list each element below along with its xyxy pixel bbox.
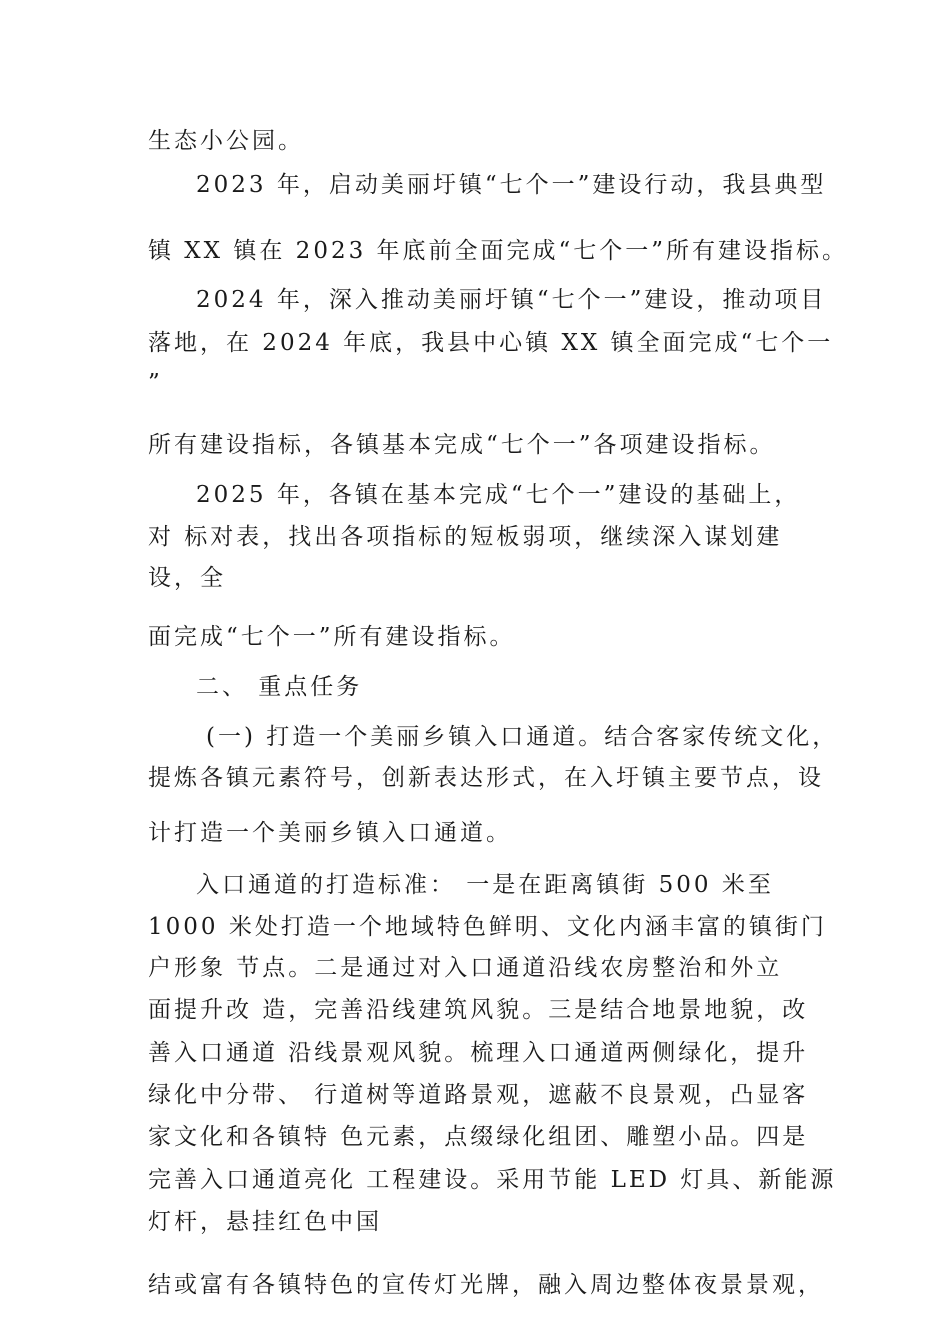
text-line: 生态小公园。	[148, 128, 304, 154]
text-line: (一) 打造一个美丽乡镇入口通道。结合客家传统文化，	[206, 724, 839, 750]
text-line: 2023 年，启动美丽圩镇“七个一”建设行动，我县典型	[196, 172, 827, 198]
text-line: 对 标对表，找出各项指标的短板弱项，继续深入谋划建	[148, 524, 783, 550]
text-line: 完善入口通道亮化 工程建设。采用节能 LED 灯具、新能源	[148, 1167, 837, 1193]
text-line: 2024 年，深入推动美丽圩镇“七个一”建设，推动项目	[196, 287, 827, 313]
text-line: 2025 年，各镇在基本完成“七个一”建设的基础上，	[196, 482, 801, 508]
section-heading: 二、 重点任务	[196, 674, 363, 700]
text-line: 入口通道的打造标准： 一是在距离镇街 500 米至	[196, 872, 774, 898]
text-line: 家文化和各镇特 色元素，点缀绿化组团、雕塑小品。四是	[148, 1124, 809, 1150]
text-line: 镇 XX 镇在 2023 年底前全面完成“七个一”所有建设指标。	[148, 238, 849, 264]
text-line: 计打造一个美丽乡镇入口通道。	[148, 820, 512, 846]
text-line: 户形象 节点。二是通过对入口通道沿线农房整治和外立	[148, 955, 783, 981]
text-line: 落地，在 2024 年底，我县中心镇 XX 镇全面完成“七个一	[148, 330, 834, 356]
text-line: 善入口通道 沿线景观风貌。梳理入口通道两侧绿化，提升	[148, 1040, 809, 1066]
text-line: 1000 米处打造一个地域特色鲜明、文化内涵丰富的镇街门	[148, 914, 827, 940]
text-line: 所有建设指标，各镇基本完成“七个一”各项建设指标。	[148, 432, 776, 458]
text-line: ”	[148, 370, 163, 396]
text-line: 灯杆，悬挂红色中国	[148, 1209, 382, 1235]
text-line: 面提升改 造，完善沿线建筑风貌。三是结合地景地貌，改	[148, 997, 809, 1023]
text-line: 结或富有各镇特色的宣传灯光牌，融入周边整体夜景景观，	[148, 1272, 824, 1298]
text-line: 提炼各镇元素符号，创新表达形式，在入圩镇主要节点，设	[148, 765, 824, 791]
text-line: 设，全	[148, 565, 226, 591]
text-line: 绿化中分带、 行道树等道路景观，遮蔽不良景观，凸显客	[148, 1082, 809, 1108]
text-line: 面完成“七个一”所有建设指标。	[148, 624, 516, 650]
